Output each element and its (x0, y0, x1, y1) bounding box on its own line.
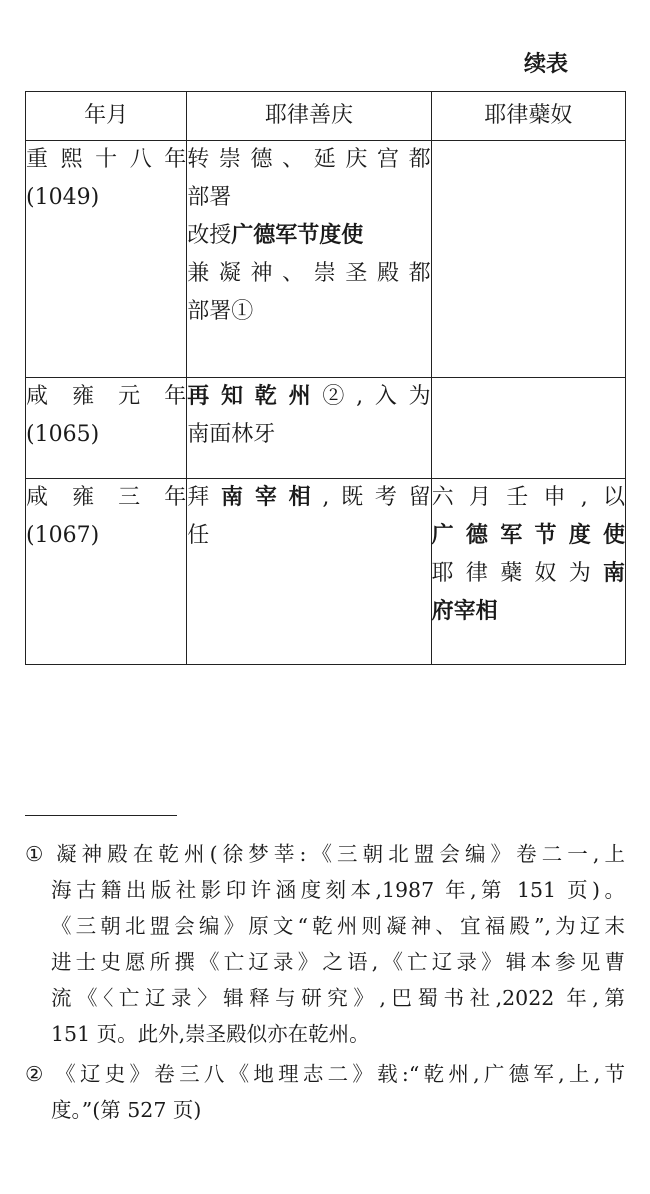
footnote-text: 《辽史》卷三八《地理志二》载:“乾州,广德军,上,节 (51, 1062, 625, 1086)
footnotes (25, 836, 625, 1132)
footnote-rule (25, 815, 177, 816)
bold-term: 再知乾州 (187, 384, 323, 409)
cell-line: 南面林牙 (187, 422, 276, 447)
table-header-row (26, 92, 626, 141)
cell-line (187, 217, 430, 255)
date-line: (1067) (26, 523, 100, 548)
bold-term: 广德军节度使 (231, 223, 364, 248)
bold-term: 府宰相 (431, 599, 498, 624)
cell-line: 部署 (187, 185, 232, 210)
cell-line: 兼凝神、崇圣殿都 (187, 261, 431, 286)
date-line: 咸雍元年 (26, 384, 187, 409)
cell-line: 任 (187, 523, 210, 548)
date-line: (1049) (26, 185, 100, 210)
table-row (26, 378, 626, 479)
cell-line: 六月壬申,以 (431, 485, 625, 510)
date-line: (1065) (26, 422, 100, 447)
cell-line (432, 555, 625, 593)
cell-year-month (26, 141, 187, 378)
footnote-line: 《三朝北盟会编》原文“乾州则凝神、宜福殿”,为辽末 (51, 914, 625, 938)
footnote-mark: ② (25, 1062, 44, 1086)
header-yelu-shanqing: 耶律善庆 (187, 92, 431, 141)
cell-yelu-shanqing (187, 141, 431, 378)
header-year-month: 年月 (26, 92, 187, 141)
footnote-line: 进士史愿所撰《亡辽录》之语,《亡辽录》辑本参见曹 (51, 950, 625, 974)
footnote-line (25, 1056, 625, 1092)
footnote-line: 海古籍出版社影印许涵度刻本,1987 年,第 151 页)。 (51, 878, 625, 902)
cell-yelu-shanqing (187, 378, 431, 479)
text-run: ,既考留 (322, 485, 431, 510)
text-run: 改授 (187, 223, 232, 248)
cell-line: 转崇德、延庆宫都 (187, 147, 431, 172)
cell-yelu-niennu (431, 141, 625, 378)
date-line: 重熙十八年 (26, 147, 187, 172)
table-row (26, 479, 626, 665)
cell-year-month (26, 479, 187, 665)
cell-yelu-niennu (431, 378, 625, 479)
cell-yelu-shanqing (187, 479, 431, 665)
cell-line (432, 593, 625, 631)
chronology-table (25, 91, 626, 665)
footnote-text: 凝神殿在乾州(徐梦莘:《三朝北盟会编》卷二一,上 (51, 842, 625, 866)
date-line: 咸雍三年 (26, 485, 187, 510)
bold-term: 广德军节度使 (431, 523, 625, 548)
cell-line (432, 517, 625, 555)
footnote-line: 流《〈亡辽录〉辑释与研究》,巴蜀书社,2022 年,第 (51, 986, 625, 1010)
footnote-mark: ① (25, 842, 44, 866)
footnote (25, 836, 625, 1052)
cell-line: 部署① (187, 299, 254, 324)
cell-year-month (26, 378, 187, 479)
continued-label: 续表 (524, 52, 569, 77)
footnote-line: 151 页。此外,崇圣殿似亦在乾州。 (51, 1022, 370, 1046)
footnote-line: 度。”(第 527 页) (51, 1098, 202, 1122)
text-run: ②,入为 (322, 384, 431, 409)
bold-term: 南宰相 (221, 485, 323, 510)
cell-line (187, 378, 430, 416)
header-yelu-niennu: 耶律蘗奴 (431, 92, 625, 141)
footnote-line (25, 836, 625, 872)
footnote (25, 1056, 625, 1128)
bold-term: 南 (602, 561, 625, 586)
text-run: 耶律蘗奴为 (431, 561, 603, 586)
cell-line (187, 479, 430, 517)
cell-yelu-niennu (431, 479, 625, 665)
text-run: 拜 (187, 485, 222, 510)
table-row (26, 141, 626, 378)
